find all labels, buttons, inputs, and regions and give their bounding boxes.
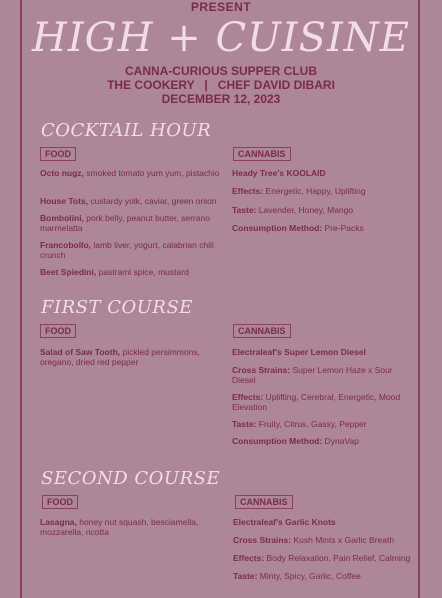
dish-desc: pastrami spice, mustard <box>96 267 189 277</box>
strain-label: Effects: <box>232 392 264 402</box>
menu-item <box>40 196 220 206</box>
strain-item <box>233 553 413 563</box>
strain-item <box>232 347 402 357</box>
strain-label: Cross Strains: <box>232 365 291 375</box>
event-subtitle: CANNA-CURIOUS SUPPER CLUB <box>124 64 317 78</box>
strain-label: Taste: <box>232 205 257 215</box>
strain-label: Effects: <box>233 553 265 563</box>
dish-name: Bombolini, <box>40 213 84 223</box>
strain-name: Heady Tree's KOOLAID <box>232 168 326 178</box>
strain-item <box>232 168 402 178</box>
food-tag: FOOD <box>40 147 76 161</box>
cannabis-tag: CANNABIS <box>233 147 291 161</box>
menu-item <box>40 213 220 233</box>
strain-desc: Minty, Spicy, Garlic, Coffee <box>257 571 361 581</box>
menu-item <box>40 267 220 277</box>
strain-label: Effects: <box>232 186 264 196</box>
present-label: PRESENT <box>190 0 252 14</box>
strain-desc: Super Lemon Haze x Sour Diesel <box>232 365 393 385</box>
strain-desc: Uplifting, Cerebral, Energetic, Mood Elevation <box>232 392 401 412</box>
strain-item <box>232 419 402 429</box>
dish-name: Salad of Saw Tooth, <box>40 347 121 357</box>
dish-name: Francobollo, <box>40 240 91 250</box>
menu-item <box>40 347 220 367</box>
strain-item <box>232 436 402 446</box>
strain-label: Consumption Method: <box>232 436 323 446</box>
strain-label: Taste: <box>233 571 258 581</box>
section-title-cocktail: COCKTAIL HOUR <box>41 120 212 141</box>
strain-item <box>233 571 403 581</box>
strain-name: Electraleaf's Garlic Knots <box>233 517 336 527</box>
strain-desc: Kush Mints x Garlic Breath <box>291 535 395 545</box>
dish-name: Beet Spiedini, <box>40 267 97 277</box>
dish-desc: pickled persimmons, oregano, dried red pepper <box>40 347 200 367</box>
strain-item <box>233 535 403 545</box>
strain-desc: Body Relaxation, Pain Relief, Calming <box>264 553 411 563</box>
event-title: HIGH + CUISINE <box>32 15 410 61</box>
dish-name: House Tots, <box>40 196 89 206</box>
venue-chef: THE COOKERY | CHEF DAVID DIBARI <box>107 78 335 92</box>
dish-desc: custardy yolk, caviar, green onion <box>88 196 217 206</box>
food-tag: FOOD <box>42 495 78 509</box>
strain-desc: Fruity, Citrus, Gassy, Pepper <box>256 419 367 429</box>
strain-item <box>232 205 402 215</box>
strain-label: Cross Strains: <box>233 535 292 545</box>
menu-item <box>40 240 220 260</box>
section-title-first: FIRST COURSE <box>41 297 193 318</box>
menu-item <box>40 168 220 178</box>
strain-item <box>233 517 403 527</box>
strain-item <box>232 392 402 412</box>
menu-item <box>40 517 220 537</box>
strain-desc: Lavender, Honey, Mango <box>256 205 354 215</box>
dish-desc: smoked tomato yum yum, pistachio <box>83 168 220 178</box>
dish-desc: honey nut squash, besciamella, mozzarella, ricotta <box>40 517 199 537</box>
strain-item <box>232 186 402 196</box>
dish-desc: pork belly, peanut butter, serrano marmelatta <box>40 213 210 233</box>
dish-name: Lasagna, <box>40 517 77 527</box>
food-tag: FOOD <box>40 324 76 338</box>
strain-item <box>232 365 402 385</box>
strain-name: Electraleaf's Super Lemon Diesel <box>232 347 366 357</box>
strain-desc: Energetic, Happy, Uplifting <box>263 186 366 196</box>
event-date: DECEMBER 12, 2023 <box>161 92 281 106</box>
dish-name: Octo nugz, <box>40 168 84 178</box>
cannabis-tag: CANNABIS <box>233 324 291 338</box>
strain-label: Consumption Method: <box>232 223 323 233</box>
strain-item <box>232 223 402 233</box>
dish-desc: lamb liver, yogurt, calabrian chili crunch <box>40 240 214 260</box>
strain-desc: Pre-Packs <box>322 223 364 233</box>
section-title-second: SECOND COURSE <box>41 468 221 489</box>
cannabis-tag: CANNABIS <box>235 495 293 509</box>
strain-label: Taste: <box>232 419 257 429</box>
strain-desc: DynaVap <box>322 436 359 446</box>
